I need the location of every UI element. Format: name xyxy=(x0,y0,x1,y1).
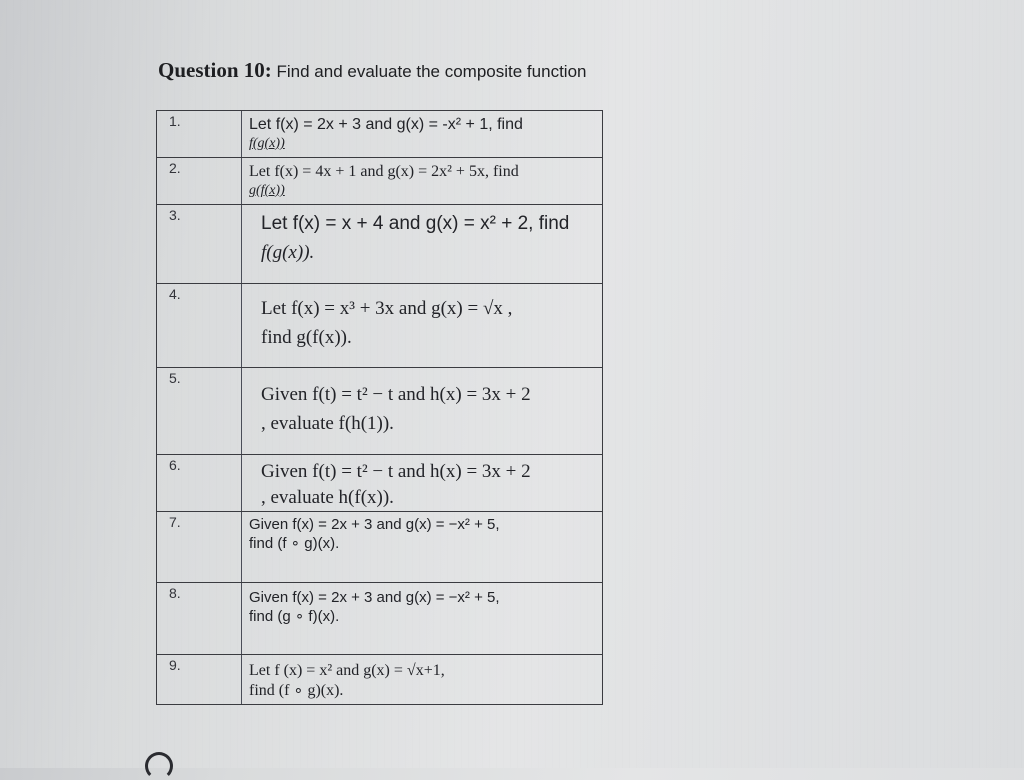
problem-text xyxy=(249,115,596,153)
problem-line-2: find (f ∘ g)(x). xyxy=(249,534,340,552)
problem-number: 3. xyxy=(169,207,181,223)
table-row xyxy=(157,205,602,284)
problems-table xyxy=(156,110,603,705)
question-instruction: Find and evaluate the composite function xyxy=(276,62,587,81)
problem-line-1: Given f(t) = t² − t and h(x) = 3x + 2 xyxy=(261,461,531,482)
problem-line-1: Let f(x) = x + 4 and g(x) = x² + 2, find xyxy=(261,213,570,234)
table-row xyxy=(157,455,602,512)
problem-number: 8. xyxy=(169,585,181,601)
problem-text xyxy=(249,589,596,627)
problem-text xyxy=(249,162,596,200)
problem-text xyxy=(261,459,596,510)
problem-line-1: Given f(x) = 2x + 3 and g(x) = −x² + 5, xyxy=(249,516,500,533)
binder-ring-mark xyxy=(145,752,173,780)
problem-line-2: find (f ∘ g)(x). xyxy=(249,682,344,699)
problem-text xyxy=(261,380,596,439)
problem-line-2: find g(f(x)). xyxy=(261,327,352,349)
problem-line-1: Given f(x) = 2x + 3 and g(x) = −x² + 5, xyxy=(249,589,500,606)
problem-line-1: Let f(x) = 2x + 3 and g(x) = -x² + 1, find xyxy=(249,116,523,133)
problem-number: 4. xyxy=(169,286,181,302)
problem-line-2: f(g(x)). xyxy=(261,242,315,264)
problem-line-2: find (g ∘ f)(x). xyxy=(249,607,340,625)
table-row xyxy=(157,158,602,205)
problem-line-2: , evaluate h(f(x)). xyxy=(261,486,394,508)
problem-line-2: , evaluate f(h(1)). xyxy=(261,413,394,435)
problem-number: 2. xyxy=(169,160,181,176)
question-header xyxy=(158,58,758,83)
table-row xyxy=(157,111,602,158)
problem-number: 1. xyxy=(169,113,181,129)
problem-text xyxy=(261,294,596,353)
problem-line-2: f(g(x)) xyxy=(249,136,285,151)
problem-line-1: Let f(x) = x³ + 3x and g(x) = √x , xyxy=(261,298,513,319)
table-row xyxy=(157,368,602,455)
problem-number: 6. xyxy=(169,457,181,473)
problem-line-2: g(f(x)) xyxy=(249,183,285,198)
problem-number: 9. xyxy=(169,657,181,673)
problem-line-1: Given f(t) = t² − t and h(x) = 3x + 2 xyxy=(261,384,531,405)
problem-text xyxy=(249,661,596,701)
problem-number: 7. xyxy=(169,514,181,530)
table-row xyxy=(157,512,602,583)
table-row xyxy=(157,655,602,706)
problem-line-1: Let f(x) = 4x + 1 and g(x) = 2x² + 5x, find xyxy=(249,163,519,180)
table-row xyxy=(157,583,602,655)
problem-text xyxy=(249,516,596,554)
problem-text xyxy=(261,209,596,268)
problem-number: 5. xyxy=(169,370,181,386)
problem-line-1: Let f (x) = x² and g(x) = √x+1, xyxy=(249,662,445,679)
question-label: Question 10: xyxy=(158,58,272,82)
table-row xyxy=(157,284,602,368)
